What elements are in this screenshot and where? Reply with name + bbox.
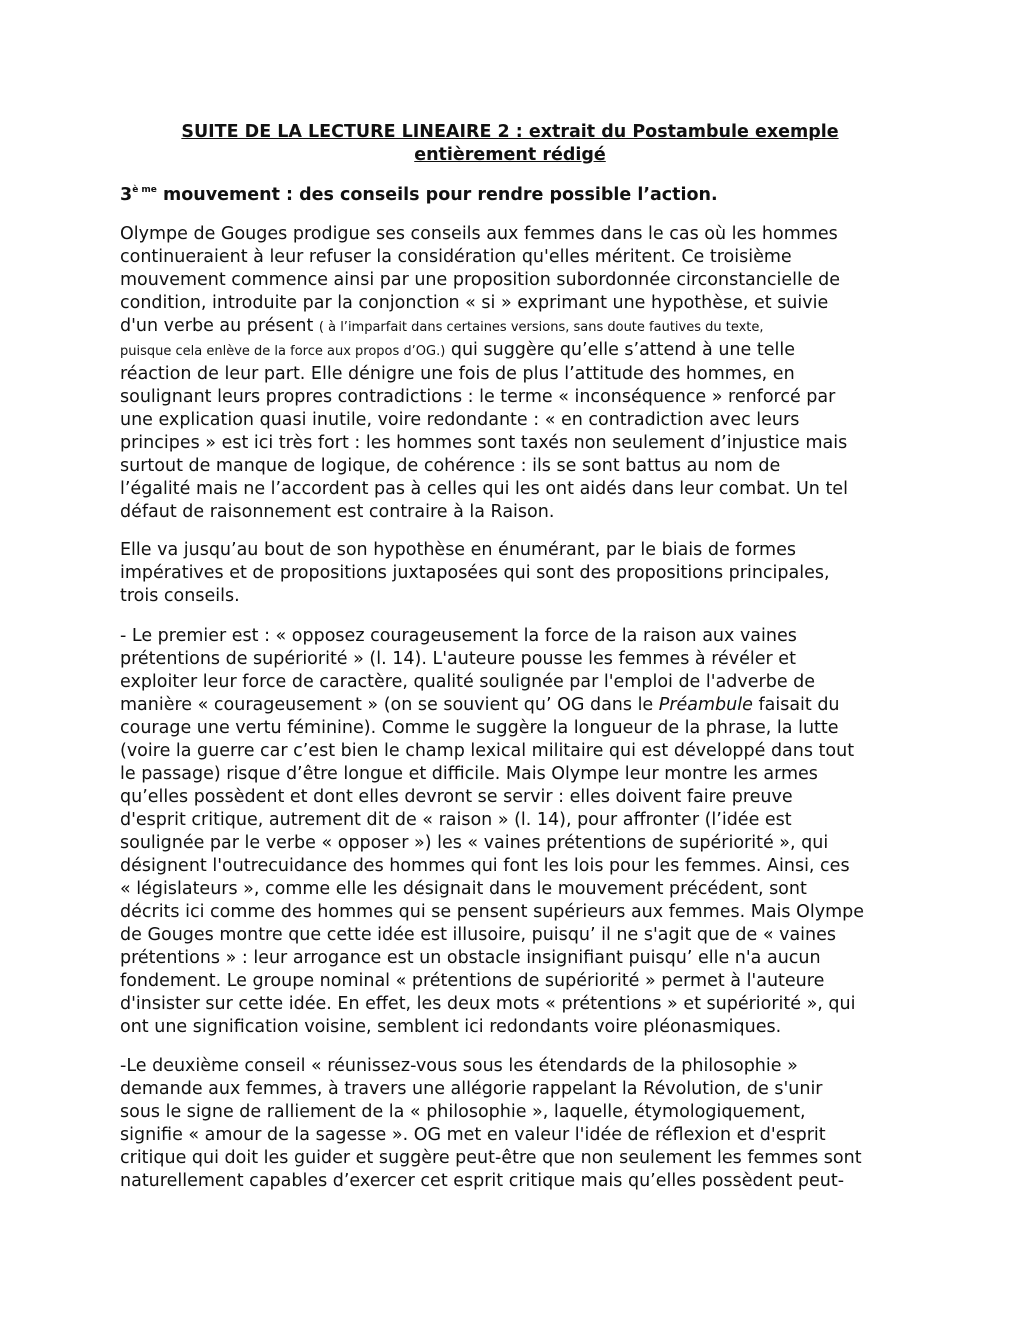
small-note: puisque cela enlève de la force aux propos d’OG.)	[120, 344, 446, 359]
text-line: -Le deuxième conseil « réunissez-vous sous les étendards de la philosophie »	[120, 1056, 798, 1076]
heading-superscript: è me	[132, 185, 157, 195]
text-segment: faisait du	[752, 695, 840, 715]
heading-number: 3	[120, 185, 133, 205]
paragraph-2	[120, 539, 910, 608]
text-line: « législateurs », comme elle les désignait dans le mouvement précédent, sont	[120, 879, 807, 899]
text-line: signifie « amour de la sagesse ». OG met en valeur l'idée de réflexion et d'esprit	[120, 1125, 826, 1145]
text-line: ont une signification voisine, semblent ici redondants voire pléonasmiques.	[120, 1017, 782, 1037]
text-line: Olympe de Gouges prodigue ses conseils aux femmes dans le cas où les hommes	[120, 224, 838, 244]
text-line: soulignée par le verbe « opposer ») les « vaines prétentions de supériorité », qui	[120, 833, 829, 853]
text-line: demande aux femmes, à travers une allégorie rappelant la Révolution, de s'unir	[120, 1079, 823, 1099]
paragraph-4	[120, 1055, 910, 1193]
title-line-2: entièrement rédigé	[414, 145, 606, 165]
text-segment: manière « courageusement » (on se souvient qu’ OG dans le	[120, 695, 659, 715]
text-line: d'insister sur cette idée. En effet, les deux mots « prétentions » et supériorité », qui	[120, 994, 856, 1014]
text-segment: qui suggère qu’elle s’attend à une telle	[445, 340, 795, 360]
text-line: prétentions de supériorité » (l. 14). L'auteure pousse les femmes à révéler et	[120, 649, 796, 669]
text-line: prétentions » : leur arrogance est un obstacle insignifiant puisqu’ elle n'a aucun	[120, 948, 821, 968]
text-line: le passage) risque d’être longue et difficile. Mais Olympe leur montre les armes	[120, 764, 818, 784]
text-line	[120, 694, 910, 717]
text-line: trois conseils.	[120, 586, 240, 606]
text-line: désignent l'outrecuidance des hommes qui font les lois pour les femmes. Ainsi, ces	[120, 856, 850, 876]
text-line: réaction de leur part. Elle dénigre une fois de plus l’attitude des hommes, en	[120, 364, 795, 384]
text-line: qu’elles possèdent et dont elles devront se servir : elles doivent faire preuve	[120, 787, 793, 807]
text-line: impératives et de propositions juxtaposées qui sont des propositions principales,	[120, 563, 830, 583]
text-line: continueraient à leur refuser la considération qu'elles méritent. Ce troisième	[120, 247, 792, 267]
text-line: naturellement capables d’exercer cet esprit critique mais qu’elles possèdent peut-	[120, 1171, 845, 1191]
text-line: d'esprit critique, autrement dit de « raison » (l. 14), pour affronter (l’idée est	[120, 810, 792, 830]
text-line: décrits ici comme des hommes qui se pensent supérieurs aux femmes. Mais Olympe	[120, 902, 865, 922]
text-segment: d'un verbe au présent	[120, 316, 319, 336]
text-line: de Gouges montre que cette idée est illusoire, puisqu’ il ne s'agit que de « vaines	[120, 925, 837, 945]
text-line: surtout de manque de logique, de cohérence : ils se sont battus au nom de	[120, 456, 781, 476]
text-line: fondement. Le groupe nominal « prétentions de supériorité » permet à l'auteure	[120, 971, 825, 991]
text-line: une explication quasi inutile, voire redondante : « en contradiction avec leurs	[120, 410, 800, 430]
text-line: soulignant leurs propres contradictions : le terme « inconséquence » renforcé par	[120, 387, 836, 407]
text-line: exploiter leur force de caractère, qualité soulignée par l'emploi de l'adverbe de	[120, 672, 816, 692]
text-line: sous le signe de ralliement de la « philosophie », laquelle, étymologiquement,	[120, 1102, 806, 1122]
text-line: l’égalité mais ne l’accordent pas à celles qui les ont aidés dans leur combat. Un tel	[120, 479, 848, 499]
section-heading	[120, 183, 900, 207]
text-line: critique qui doit les guider et suggère peut-être que non seulement les femmes sont	[120, 1148, 862, 1168]
text-line: condition, introduite par la conjonction « si » exprimant une hypothèse, et suivie	[120, 293, 829, 313]
title-line-1: SUITE DE LA LECTURE LINEAIRE 2 : extrait du Postambule exemple	[181, 122, 839, 142]
text-line: Elle va jusqu’au bout de son hypothèse en énumérant, par le biais de formes	[120, 540, 796, 560]
text-line: principes » est ici très fort : les hommes sont taxés non seulement d’injustice mais	[120, 433, 848, 453]
document-title	[120, 121, 900, 167]
text-line: mouvement commence ainsi par une proposition subordonnée circonstancielle de	[120, 270, 841, 290]
text-line	[120, 315, 910, 339]
small-note: ( à l’imparfait dans certaines versions, sans doute fautives du texte,	[318, 320, 764, 335]
text-line	[120, 339, 910, 363]
italic-title: Préambule	[658, 695, 753, 715]
text-line: courage une vertu féminine). Comme le suggère la longueur de la phrase, la lutte	[120, 718, 839, 738]
text-line: défaut de raisonnement est contraire à la Raison.	[120, 502, 555, 522]
heading-text: mouvement : des conseils pour rendre possible l’action.	[156, 185, 718, 205]
paragraph-1	[120, 223, 910, 524]
text-line: (voire la guerre car c’est bien le champ lexical militaire qui est développé dans tout	[120, 741, 855, 761]
paragraph-3	[120, 625, 910, 1039]
text-line: - Le premier est : « opposez courageusement la force de la raison aux vaines	[120, 626, 797, 646]
